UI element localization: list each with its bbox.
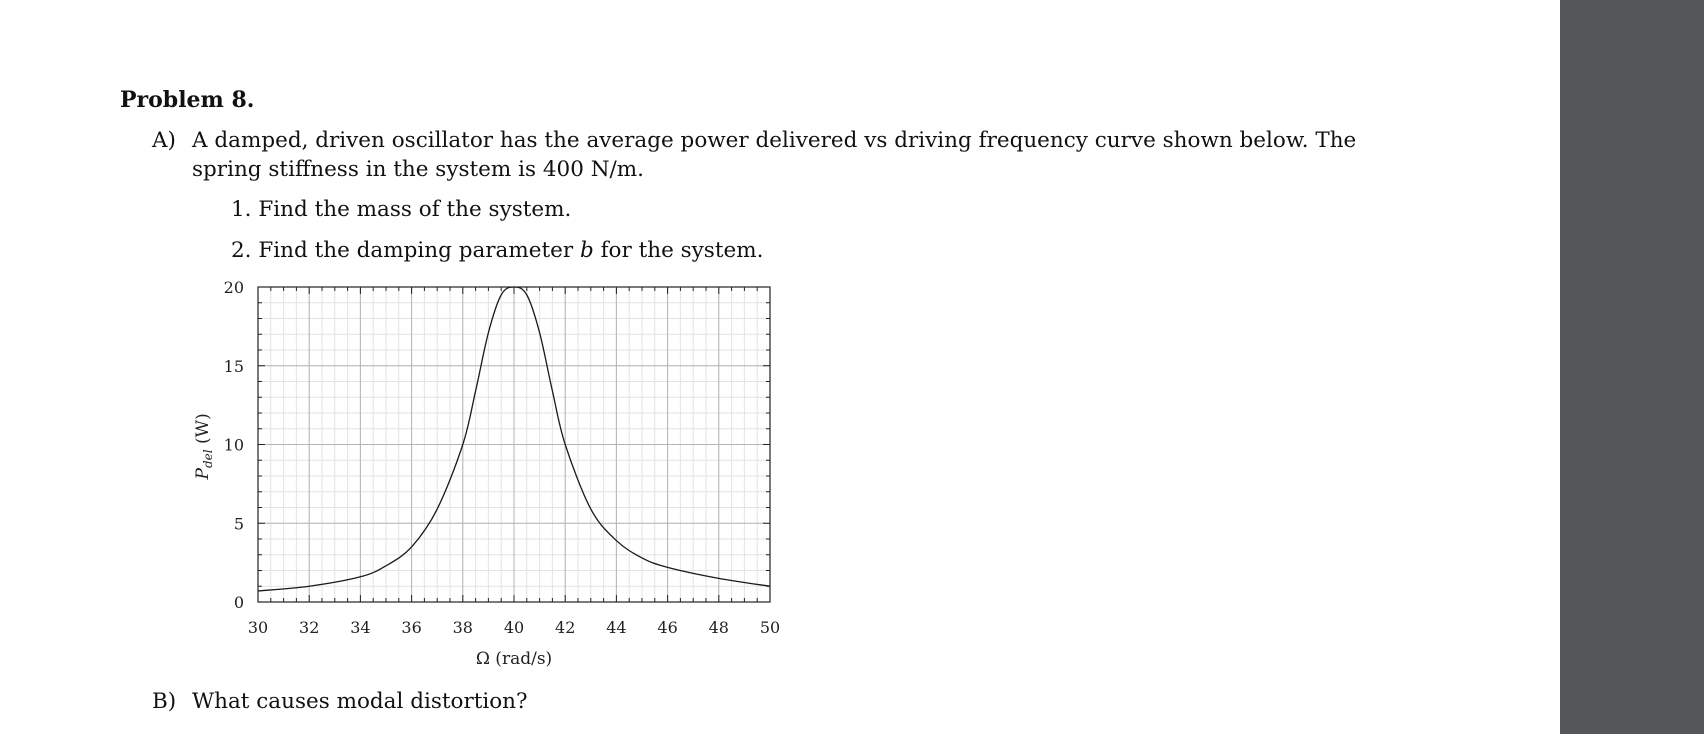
- y-axis-label-subscript: del: [201, 449, 215, 469]
- chart-grid: [258, 287, 770, 602]
- list-item-1-number: 1.: [231, 197, 252, 222]
- part-b-text: What causes modal distortion?: [192, 689, 528, 714]
- list-item-2-text-before: Find the damping parameter: [258, 238, 580, 263]
- x-tick-label: 42: [555, 618, 576, 637]
- x-tick-label: 50: [759, 618, 781, 637]
- part-a-label: A): [152, 128, 176, 153]
- power-vs-frequency-chart: [180, 275, 800, 675]
- x-tick-label: 44: [606, 618, 627, 637]
- x-tick-label: 46: [657, 618, 678, 637]
- x-axis-label: Ω (rad/s): [475, 649, 553, 669]
- x-tick-label: 48: [708, 618, 729, 637]
- x-tick-label: 40: [503, 618, 525, 637]
- x-tick-label: 34: [350, 618, 371, 637]
- x-tick-label: 38: [452, 618, 473, 637]
- x-tick-label: 36: [401, 618, 422, 637]
- y-axis-label: [193, 413, 215, 480]
- chart-tick-labels: [224, 278, 781, 637]
- y-tick-label: 0: [233, 593, 244, 612]
- damping-variable: b: [579, 238, 594, 263]
- problem-title: Problem 8.: [120, 87, 255, 113]
- y-axis-label-symbol: P: [193, 468, 213, 480]
- list-item-2-number: 2.: [231, 238, 252, 263]
- y-tick-label: 5: [233, 514, 244, 534]
- x-tick-label: 32: [299, 618, 320, 637]
- y-tick-label: 20: [223, 278, 244, 297]
- part-a-text-line1: A damped, driven oscillator has the average power delivered vs driving frequency curve shown below. The: [192, 128, 1357, 153]
- y-tick-label: 15: [223, 356, 244, 376]
- part-b-label: B): [152, 689, 177, 714]
- y-axis-label-unit: (W): [193, 413, 213, 450]
- list-item-1: [231, 196, 571, 224]
- viewer-side-panel: [1560, 0, 1704, 734]
- y-tick-label: 10: [223, 435, 244, 455]
- x-tick-label: 30: [247, 618, 269, 637]
- list-item-2-text-after: for the system.: [593, 238, 764, 263]
- list-item-1-text: Find the mass of the system.: [258, 197, 572, 222]
- list-item-2: [231, 237, 763, 265]
- part-a-text-line2: spring stiffness in the system is 400 N/m.: [192, 157, 644, 182]
